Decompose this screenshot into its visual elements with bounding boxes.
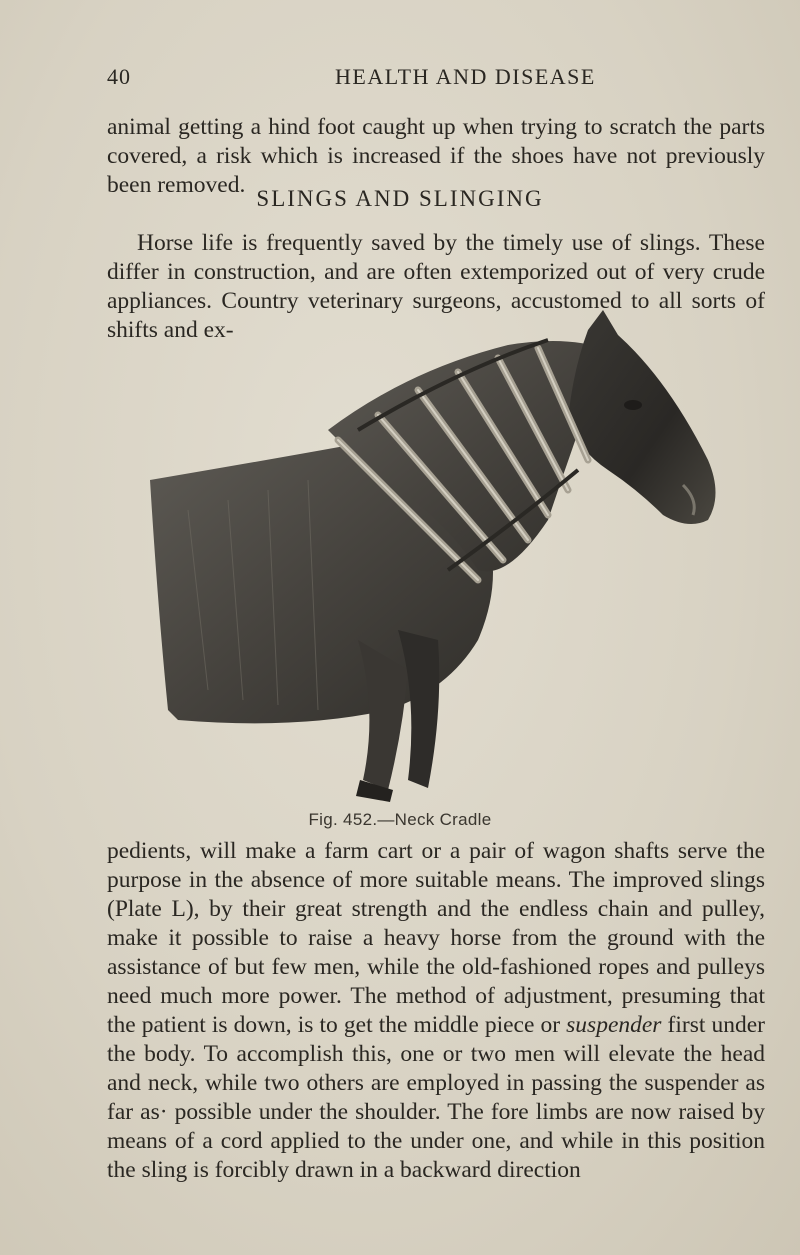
- paragraph-text-b: first under the body. To accomplish this, one or two men will elevate the head and neck, while two others are employed in passing the suspender as far as· possible under the shoulder. The fore limbs are now raised by means of a cord applied to the under one, and while in this position the sling is forcibly drawn in a backward direction: [107, 1012, 765, 1183]
- page-header: [107, 64, 693, 94]
- figure-caption: Fig. 452.—Neck Cradle: [308, 810, 492, 829]
- section-title: SLINGS AND SLINGING: [256, 186, 544, 211]
- paragraph-continued: animal getting a hind foot caught up when trying to scratch the parts covered, a risk which is increased if the shoes have not previously been removed.: [107, 114, 765, 198]
- paragraph-text-a: pedients, will make a farm cart or a pair of wagon shafts serve the purpose in the absence of more suitable means. The improved slings (Plate L), by their great strength and the endless chain and pulley, make it possible to raise a heavy horse from the ground with the assistance of but few men, while the old-fashioned ropes and pulleys need much more power. The method of adjustment, presuming that the patient is down, is to get the middle piece or: [107, 838, 765, 1038]
- paragraph-intro: Horse life is frequently saved by the timely use of slings. These differ in construction, and are often extemporized out of very crude appliances. Country veterinary surgeons, accustomed to all sorts of shifts and ex-: [107, 230, 765, 343]
- page-number: 40: [107, 64, 131, 89]
- paragraph-main: [107, 837, 765, 1185]
- horse-neck-cradle-drawing: [148, 310, 728, 810]
- italic-term-suspender: suspender: [566, 1012, 662, 1038]
- running-head: HEALTH AND DISEASE: [335, 64, 596, 89]
- neck-cradle-illustration: [148, 310, 728, 810]
